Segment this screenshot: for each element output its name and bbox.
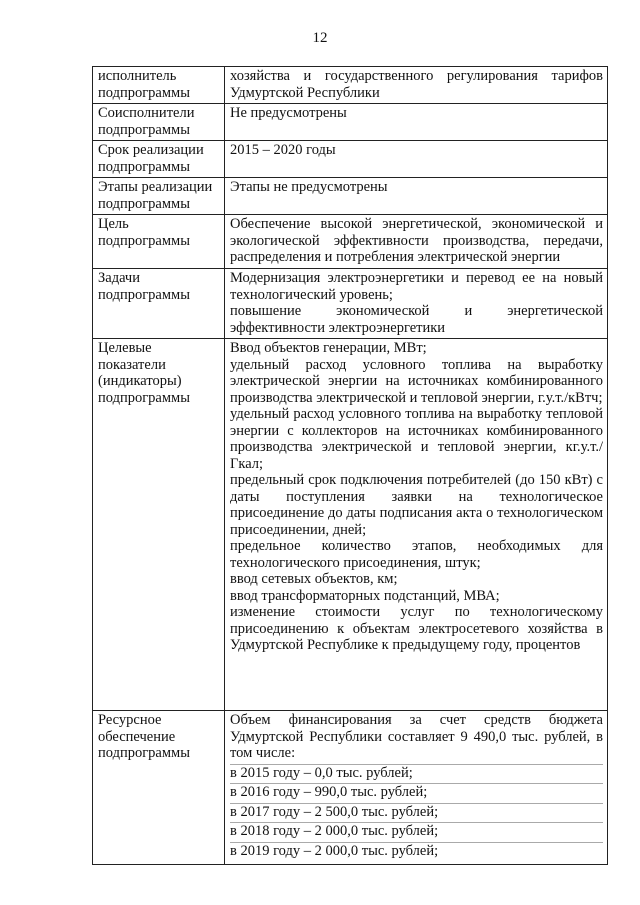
table-row-goal — [93, 215, 608, 269]
table-row-stages — [93, 178, 608, 215]
label-line: подпрограммы — [98, 389, 190, 406]
label-line: подпрограммы — [98, 195, 190, 212]
label-line: Соисполнители — [98, 105, 195, 121]
table-row-co-executors — [93, 104, 608, 141]
table-row-tasks — [93, 269, 608, 339]
value-text: Этапы не предусмотрены — [230, 179, 388, 195]
indicator-item: ввод трансформаторных подстанций, МВА; — [230, 587, 500, 604]
indicator-item: изменение стоимости услуг по технологическому присоединению к объектам электросетевого хозяйства в Удмуртской Республике к предыдущему году, процентов — [230, 604, 603, 653]
table-row-funding — [93, 711, 608, 865]
label-line: Ресурсное — [98, 712, 162, 728]
row-label — [93, 178, 225, 215]
subprogram-passport-table — [92, 66, 608, 865]
row-label — [93, 711, 225, 865]
funding-year-item: в 2017 году – 2 500,0 тыс. рублей; — [230, 804, 603, 824]
label-line: Цель — [98, 216, 129, 232]
funding-year-item: в 2015 году – 0,0 тыс. рублей; — [230, 765, 603, 785]
label-line: обеспечение — [98, 728, 176, 745]
table-row-executor — [93, 67, 608, 104]
funding-year-item: в 2019 году – 2 000,0 тыс. рублей; — [230, 842, 439, 859]
row-value — [225, 711, 608, 865]
row-label — [93, 269, 225, 339]
row-value — [225, 104, 608, 141]
label-line: подпрограммы — [98, 286, 190, 303]
value-text: 2015 – 2020 годы — [230, 142, 336, 158]
indicator-item: ввод сетевых объектов, км; — [230, 571, 398, 587]
indicator-item: удельный расход условного топлива на выработку электрической энергии на источниках комбинированного производства электрической и тепловой энергии, г.у.т./кВтч; — [230, 356, 603, 406]
row-value — [225, 141, 608, 178]
value-text: Не предусмотрены — [230, 105, 347, 121]
row-label — [93, 215, 225, 269]
value-text: Модернизация электроэнергетики и перевод ее на новый технологический уровень; — [230, 270, 603, 303]
value-text: Обеспечение высокой энергетической, экономической и экологической эффективности производства, передачи, распределения и потребления электрической энергии — [230, 216, 603, 265]
label-line: Этапы реализации — [98, 179, 213, 195]
row-value — [225, 67, 608, 104]
label-line: подпрограммы — [98, 232, 190, 249]
indicator-item: предельное количество этапов, необходимых для технологического присоединения, штук; — [230, 538, 603, 571]
label-line: Срок реализации — [98, 142, 204, 158]
value-text: хозяйства и государственного регулирования тарифов Удмуртской Республики — [230, 68, 603, 101]
row-value — [225, 269, 608, 339]
label-line: (индикаторы) — [98, 373, 182, 389]
indicator-item: предельный срок подключения потребителей (до 150 кВт) с даты поступления заявки на технологическое присоединение до даты подписания акта о технологическом присоединении, дней; — [230, 472, 603, 538]
page-number: 12 — [312, 30, 328, 46]
indicator-item: удельный расход условного топлива на выработку тепловой энергии с коллекторов на источниках комбинированного производства электрической и тепловой энергии, кг.у.т./Гкал; — [230, 406, 603, 472]
funding-year-item: в 2018 году – 2 000,0 тыс. рублей; — [230, 823, 603, 843]
table-row-indicators — [93, 339, 608, 711]
label-line: подпрограммы — [98, 121, 190, 138]
row-label — [93, 141, 225, 178]
label-line: исполнитель — [98, 68, 177, 84]
label-line: подпрограммы — [98, 158, 190, 175]
label-line: Целевые — [98, 340, 152, 356]
row-value — [225, 178, 608, 215]
value-text: повышение экономической и энергетической эффективности электроэнергетики — [230, 303, 603, 336]
label-line: показатели — [98, 356, 166, 373]
row-value — [225, 339, 608, 711]
row-label — [93, 67, 225, 104]
row-value — [225, 215, 608, 269]
row-label — [93, 339, 225, 711]
funding-summary: Объем финансирования за счет средств бюджета Удмуртской Республики составляет 9 490,0 тыс. рублей, в том числе: — [230, 712, 603, 765]
table-row-timeline — [93, 141, 608, 178]
label-line: подпрограммы — [98, 84, 190, 101]
row-label — [93, 104, 225, 141]
label-line: Задачи — [98, 270, 140, 286]
funding-year-item: в 2016 году – 990,0 тыс. рублей; — [230, 784, 603, 804]
indicator-item: Ввод объектов генерации, МВт; — [230, 340, 427, 356]
label-line: подпрограммы — [98, 745, 190, 761]
